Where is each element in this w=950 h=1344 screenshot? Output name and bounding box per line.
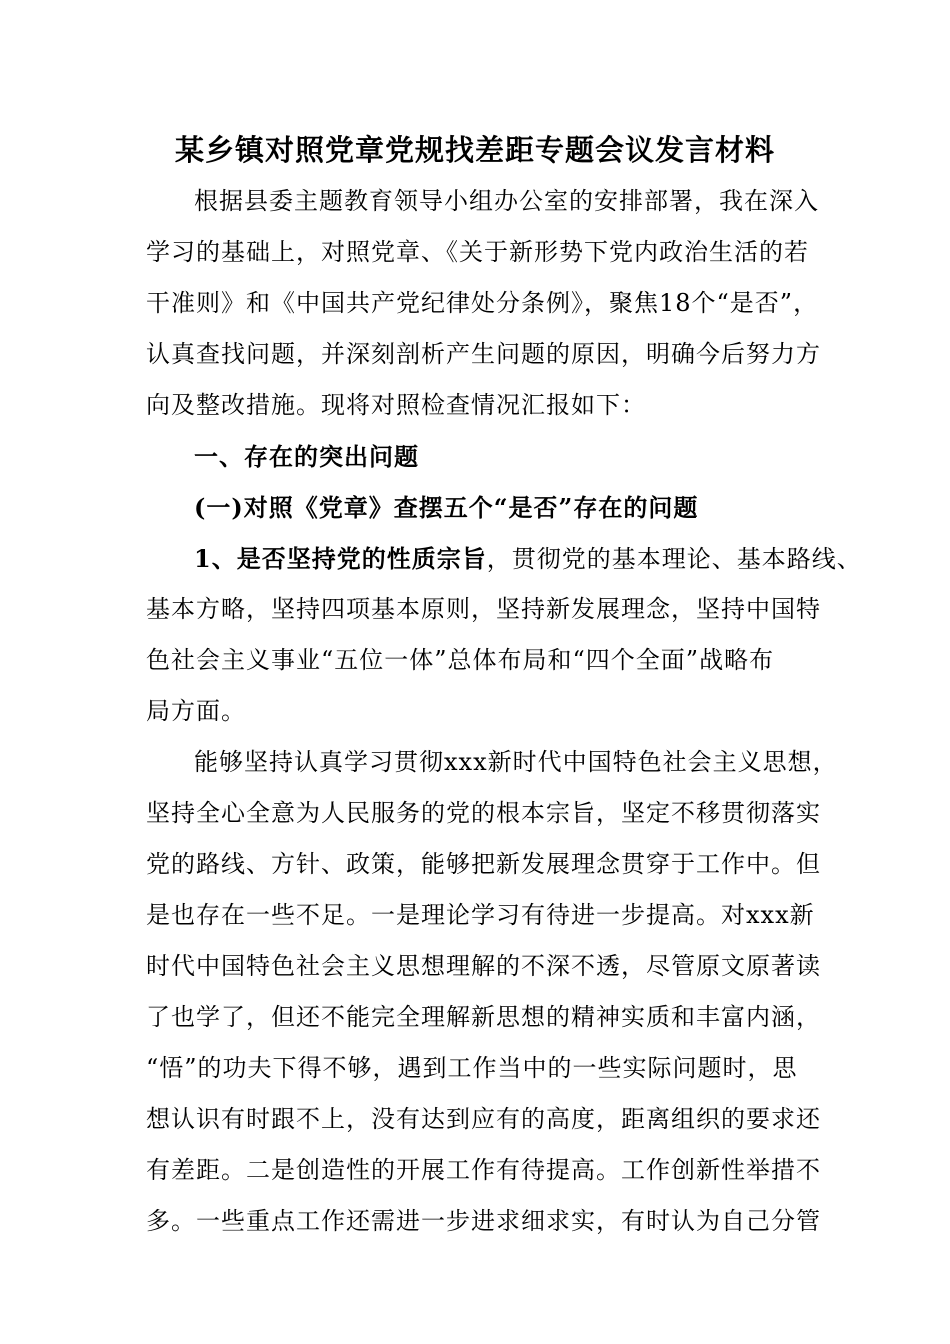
line-text: 干准则》和《中国共产党纪律处分条例》，聚焦18个“是否”， [146,289,819,317]
body-line [146,1145,821,1196]
body-line [146,686,821,737]
line-text: 能够坚持认真学习贯彻xxx新时代中国特色社会主义思想， [194,748,838,776]
body-line [146,839,821,890]
body-line [146,941,821,992]
body-line [146,227,821,278]
line-text: 学习的基础上，对照党章、《关于新形势下党内政治生活的若 [146,238,809,266]
document-title: 某乡镇对照党章党规找差距专题会议发言材料 [174,133,775,167]
body-line [146,278,821,329]
body-line [146,1196,821,1247]
body-line [146,788,821,839]
line-text: 是也存在一些不足。一是理论学习有待进一步提高。对xxx新 [146,901,815,929]
body-line [146,584,821,635]
line-text: 党的路线、方针、政策，能够把新发展理念贯穿于工作中。但 [146,850,821,878]
line-text: 多。一些重点工作还需进一步进求细求实，有时认为自己分管 [146,1207,821,1235]
section-heading [146,431,821,482]
line-text: 坚持全心全意为人民服务的党的根本宗旨，坚定不移贯彻落实 [146,799,821,827]
heading-text: (一)对照《党章》查摆五个“是否”存在的问题 [194,493,699,522]
line-text: 有差距。二是创造性的开展工作有待提高。工作创新性举措不 [146,1156,821,1184]
line-text: 色社会主义事业“五位一体”总体布局和“四个全面”战略布 [146,646,775,674]
line-text: 时代中国特色社会主义思想理解的不深不透，尽管原文原著读 [146,952,821,980]
line-text: 向及整改措施。现将对照检查情况汇报如下： [146,391,646,419]
body-line [146,329,821,380]
body-line [146,380,821,431]
line-text: ，贯彻党的基本理论、基本路线、 [486,545,862,573]
line-text: “悟”的功夫下得不够，遇到工作当中的一些实际问题时，思 [146,1054,798,1082]
body-line [146,1094,821,1145]
body-line [146,890,821,941]
document-body [146,176,862,1247]
body-line [146,533,862,584]
subsection-heading [146,482,821,533]
line-text: 基本方略，坚持四项基本原则，坚持新发展理念，坚持中国特 [146,595,821,623]
body-line [146,176,821,227]
body-line [146,635,821,686]
line-text: 局方面。 [146,697,246,725]
line-text: 了也学了，但还不能完全理解新思想的精神实质和丰富内涵， [146,1003,821,1031]
line-text: 认真查找问题，并深刻剖析产生问题的原因，明确今后努力方 [146,340,821,368]
body-line [146,1043,821,1094]
item-lead: 1、是否坚持党的性质宗旨 [194,544,487,573]
body-line [146,737,838,788]
heading-text: 一、存在的突出问题 [194,442,419,471]
line-text: 根据县委主题教育领导小组办公室的安排部署，我在深入 [194,187,819,215]
line-text: 想认识有时跟不上，没有达到应有的高度，距离组织的要求还 [146,1105,821,1133]
body-line [146,992,821,1043]
